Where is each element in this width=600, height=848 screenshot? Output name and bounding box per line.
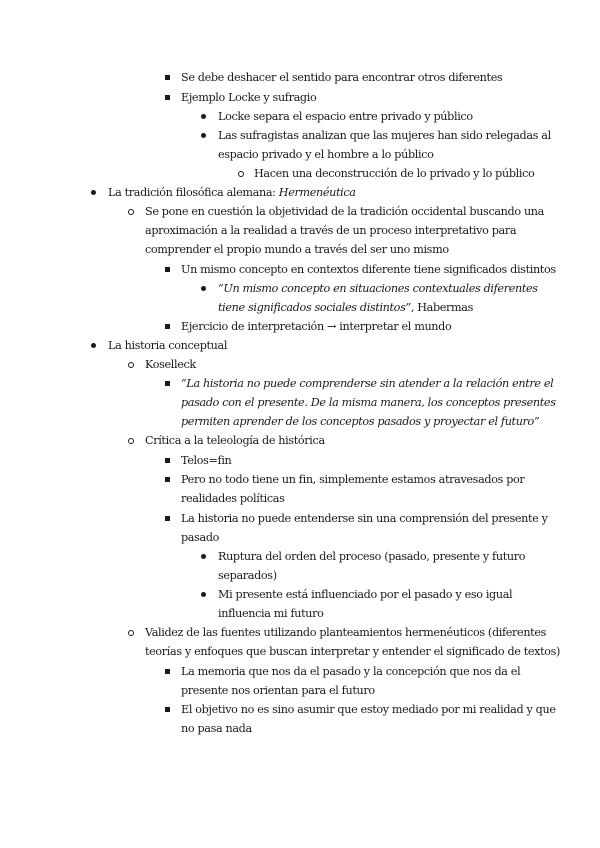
list-item-continuation: pasado: [181, 531, 220, 544]
section-heading: La historia conceptual: [108, 339, 228, 352]
quote-line: pasado con el presente. De la misma manera, los conceptos presentes: [181, 396, 556, 409]
circle-bullet-icon: [128, 209, 134, 215]
list-item-continuation: aproximación a la realidad a través de un proceso interpretativo para: [145, 224, 517, 237]
square-bullet-icon: [165, 95, 170, 100]
list-item: El objetivo no es sino asumir que estoy mediado por mi realidad y que: [181, 703, 556, 716]
square-bullet-icon: [165, 477, 170, 482]
list-item: Telos=fin: [181, 454, 232, 467]
list-item-continuation: separados): [218, 569, 277, 582]
square-bullet-icon: [165, 458, 170, 463]
square-bullet-icon: [165, 324, 170, 329]
circle-bullet-icon: [128, 630, 134, 636]
round-bullet-icon: [201, 286, 206, 291]
list-item: Ejemplo Locke y sufragio: [181, 91, 317, 104]
round-bullet-icon: [201, 133, 206, 138]
list-item: Ruptura del orden del proceso (pasado, presente y futuro: [218, 550, 526, 563]
circle-bullet-icon: [128, 438, 134, 444]
square-bullet-icon: [165, 75, 170, 80]
list-item-continuation: no pasa nada: [181, 722, 252, 735]
round-bullet-icon: [201, 554, 206, 559]
list-item: Se pone en cuestión la objetividad de la tradición occidental buscando una: [145, 205, 544, 218]
quote-line: “Un mismo concepto en situaciones contextuales diferentes: [218, 282, 538, 295]
list-item: Pero no todo tiene un fin, simplemente estamos atravesados por: [181, 473, 525, 486]
round-bullet-icon: [201, 114, 206, 119]
section-heading: La tradición filosófica alemana: Hermenéutica: [108, 186, 356, 199]
list-item: Validez de las fuentes utilizando planteamientos hermenéuticos (diferentes: [145, 626, 546, 639]
list-item: Se debe deshacer el sentido para encontrar otros diferentes: [181, 71, 503, 84]
list-item: Un mismo concepto en contextos diferente tiene significados distintos: [181, 263, 556, 276]
round-bullet-icon: [91, 343, 96, 348]
square-bullet-icon: [165, 516, 170, 521]
list-item-continuation: influencia mi futuro: [218, 607, 324, 620]
circle-bullet-icon: [238, 171, 244, 177]
quote-line: permiten aprender de los conceptos pasados y proyectar el futuro”: [181, 415, 540, 428]
list-item-continuation: comprender el propio mundo a través del ser uno mismo: [145, 243, 449, 256]
list-item-continuation: teorías y enfoques que buscan interpretar y entender el significado de textos): [145, 645, 561, 658]
square-bullet-icon: [165, 707, 170, 712]
list-item: Ejercicio de interpretación → interpretar el mundo: [181, 320, 452, 333]
list-item-continuation: realidades políticas: [181, 492, 285, 505]
list-item: Koselleck: [145, 358, 196, 371]
round-bullet-icon: [91, 190, 96, 195]
list-item: La memoria que nos da el pasado y la concepción que nos da el: [181, 665, 521, 678]
square-bullet-icon: [165, 669, 170, 674]
quote-line: tiene significados sociales distintos”, Habermas: [218, 301, 474, 314]
square-bullet-icon: [165, 381, 170, 386]
quote-line: “La historia no puede comprenderse sin atender a la relación entre el: [181, 377, 554, 390]
square-bullet-icon: [165, 267, 170, 272]
list-item: La historia no puede entenderse sin una comprensión del presente y: [181, 512, 548, 525]
list-item: Mi presente está influenciado por el pasado y eso igual: [218, 588, 513, 601]
circle-bullet-icon: [128, 362, 134, 368]
list-item: Crítica a la teleología de histórica: [145, 434, 325, 447]
list-item-continuation: espacio privado y el hombre a lo público: [218, 148, 434, 161]
list-item: Hacen una deconstrucción de lo privado y lo público: [254, 167, 535, 180]
list-item-continuation: presente nos orientan para el futuro: [181, 684, 375, 697]
list-item: Locke separa el espacio entre privado y público: [218, 110, 473, 123]
list-item: Las sufragistas analizan que las mujeres han sido relegadas al: [218, 129, 551, 142]
round-bullet-icon: [201, 592, 206, 597]
